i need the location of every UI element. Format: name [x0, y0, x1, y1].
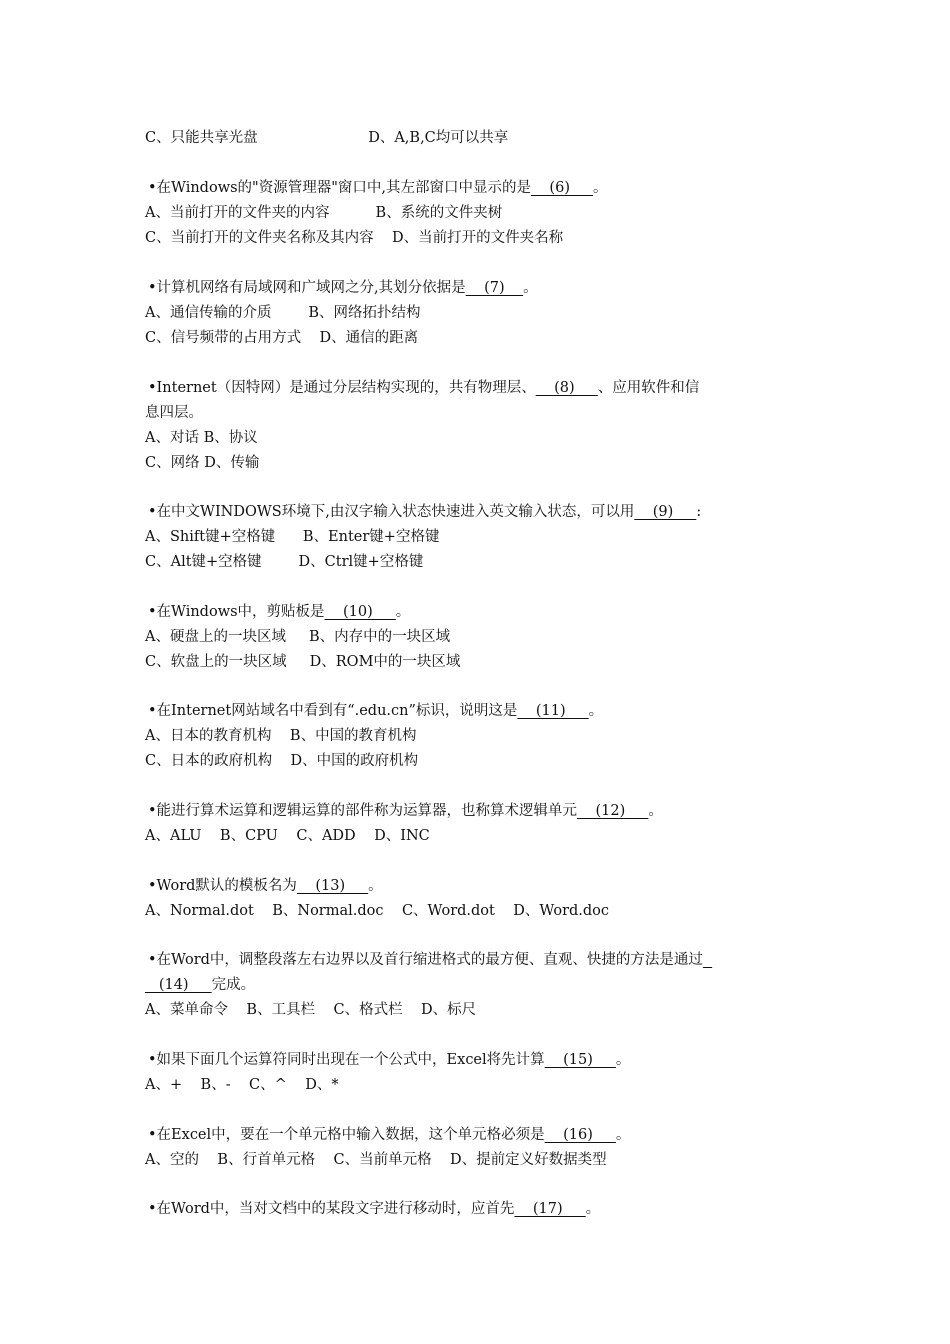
option-line: A、空的 B、行首单元格 C、当前单元格 D、提前定义好数据类型: [145, 1152, 607, 1168]
answer-blank: (6): [531, 180, 594, 196]
question-text: 。: [523, 280, 538, 296]
option-line: C、软盘上的一块区域 D、ROM中的一块区域: [145, 654, 461, 670]
question-10: [148, 602, 410, 622]
question-text: •在Excel中，要在一个单元格中输入数据，这个单元格必须是: [148, 1127, 545, 1143]
answer-blank: (17): [514, 1201, 586, 1217]
question-8: [148, 378, 699, 398]
question-text: •在中文WINDOWS环境下,由汉字输入状态快速进入英文输入状态，可以用: [148, 504, 635, 520]
question-14-continuation: [145, 975, 255, 995]
question-13: [148, 876, 383, 896]
question-text: •在Internet网站域名中看到有“.edu.cn”标识，说明这是: [148, 703, 518, 719]
option-line: C、日本的政府机构 D、中国的政府机构: [145, 753, 419, 769]
question-text: •Internet（因特网）是通过分层结构实现的，共有物理层、: [148, 380, 536, 396]
answer-blank: (14): [145, 977, 212, 993]
question-9: [148, 502, 701, 522]
option-line: A、通信传输的介质 B、网络拓扑结构: [145, 305, 421, 321]
question-text: 。: [593, 180, 608, 196]
question-text: •在Windows中，剪贴板是: [148, 604, 325, 620]
question-text: 完成。: [211, 977, 256, 993]
question-17: [148, 1199, 600, 1219]
option-line: A、ALU B、CPU C、ADD D、INC: [145, 828, 430, 844]
option-line: A、Normal.dot B、Normal.doc C、Word.dot D、Word.doc: [145, 903, 610, 919]
option-line: C、网络 D、传输: [145, 455, 260, 471]
answer-blank: (7): [465, 280, 524, 296]
question-14: [148, 950, 712, 970]
option-line: A、+ B、- C、^ D、*: [145, 1077, 339, 1093]
option-line: A、Shift键+空格键 B、Enter键+空格键: [145, 529, 440, 545]
question-text: •如果下面几个运算符同时出现在一个公式中，Excel将先计算: [148, 1052, 545, 1068]
question-text: 。: [615, 1052, 631, 1068]
question-text: 。: [648, 803, 663, 819]
question-text: •在Word中，调整段落左右边界以及首行缩进格式的最方便、直观、快捷的方法是通过: [148, 952, 703, 968]
answer-blank: (15): [544, 1052, 616, 1068]
option-line: A、日本的教育机构 B、中国的教育机构: [145, 728, 417, 744]
answer-blank: (11): [517, 703, 589, 719]
option-line: C、只能共享光盘 D、A,B,C均可以共享: [145, 130, 509, 146]
answer-blank: [703, 952, 712, 968]
question-text: •计算机网络有局域网和广域网之分,其划分依据是: [148, 280, 466, 296]
option-line: A、硬盘上的一块区域 B、内存中的一块区域: [145, 629, 451, 645]
question-text: 。: [395, 604, 411, 620]
option-line: A、对话 B、协议: [145, 430, 258, 446]
question-7: [148, 278, 538, 298]
question-text: •在Windows的"资源管理器"窗口中,其左部窗口中显示的是: [148, 180, 531, 196]
option-line: C、当前打开的文件夹名称及其内容 D、当前打开的文件夹名称: [145, 230, 564, 246]
question-text: 。: [368, 878, 383, 894]
question-text: 、应用软件和信: [597, 380, 700, 396]
answer-blank: (16): [544, 1127, 616, 1143]
option-line: C、信号频带的占用方式 D、通信的距离: [145, 330, 419, 346]
answer-blank: (8): [535, 380, 598, 396]
question-text: •Word默认的模板名为: [148, 878, 297, 894]
option-line: C、Alt键+空格键 D、Ctrl键+空格键: [145, 554, 424, 570]
answer-blank: (9): [634, 504, 697, 520]
option-line: A、当前打开的文件夹的内容 B、系统的文件夹树: [145, 205, 503, 221]
question-11: [148, 701, 603, 721]
question-15: [148, 1050, 630, 1070]
question-continuation: 息四层。: [145, 405, 203, 421]
question-text: 。: [585, 1201, 601, 1217]
answer-blank: (13): [296, 878, 369, 894]
answer-blank: (10): [324, 604, 396, 620]
question-text: :: [696, 504, 702, 520]
answer-blank: (12): [577, 803, 649, 819]
question-12: [148, 801, 663, 821]
question-text: •能进行算术运算和逻辑运算的部件称为运算器，也称算术逻辑单元: [148, 803, 578, 819]
question-text: 。: [615, 1127, 631, 1143]
question-text: •在Word中，当对文档中的某段文字进行移动时，应首先: [148, 1201, 515, 1217]
question-16: [148, 1125, 630, 1145]
question-text: 。: [588, 703, 604, 719]
option-line: A、菜单命令 B、工具栏 C、格式栏 D、标尺: [145, 1002, 477, 1018]
question-6: [148, 178, 608, 198]
